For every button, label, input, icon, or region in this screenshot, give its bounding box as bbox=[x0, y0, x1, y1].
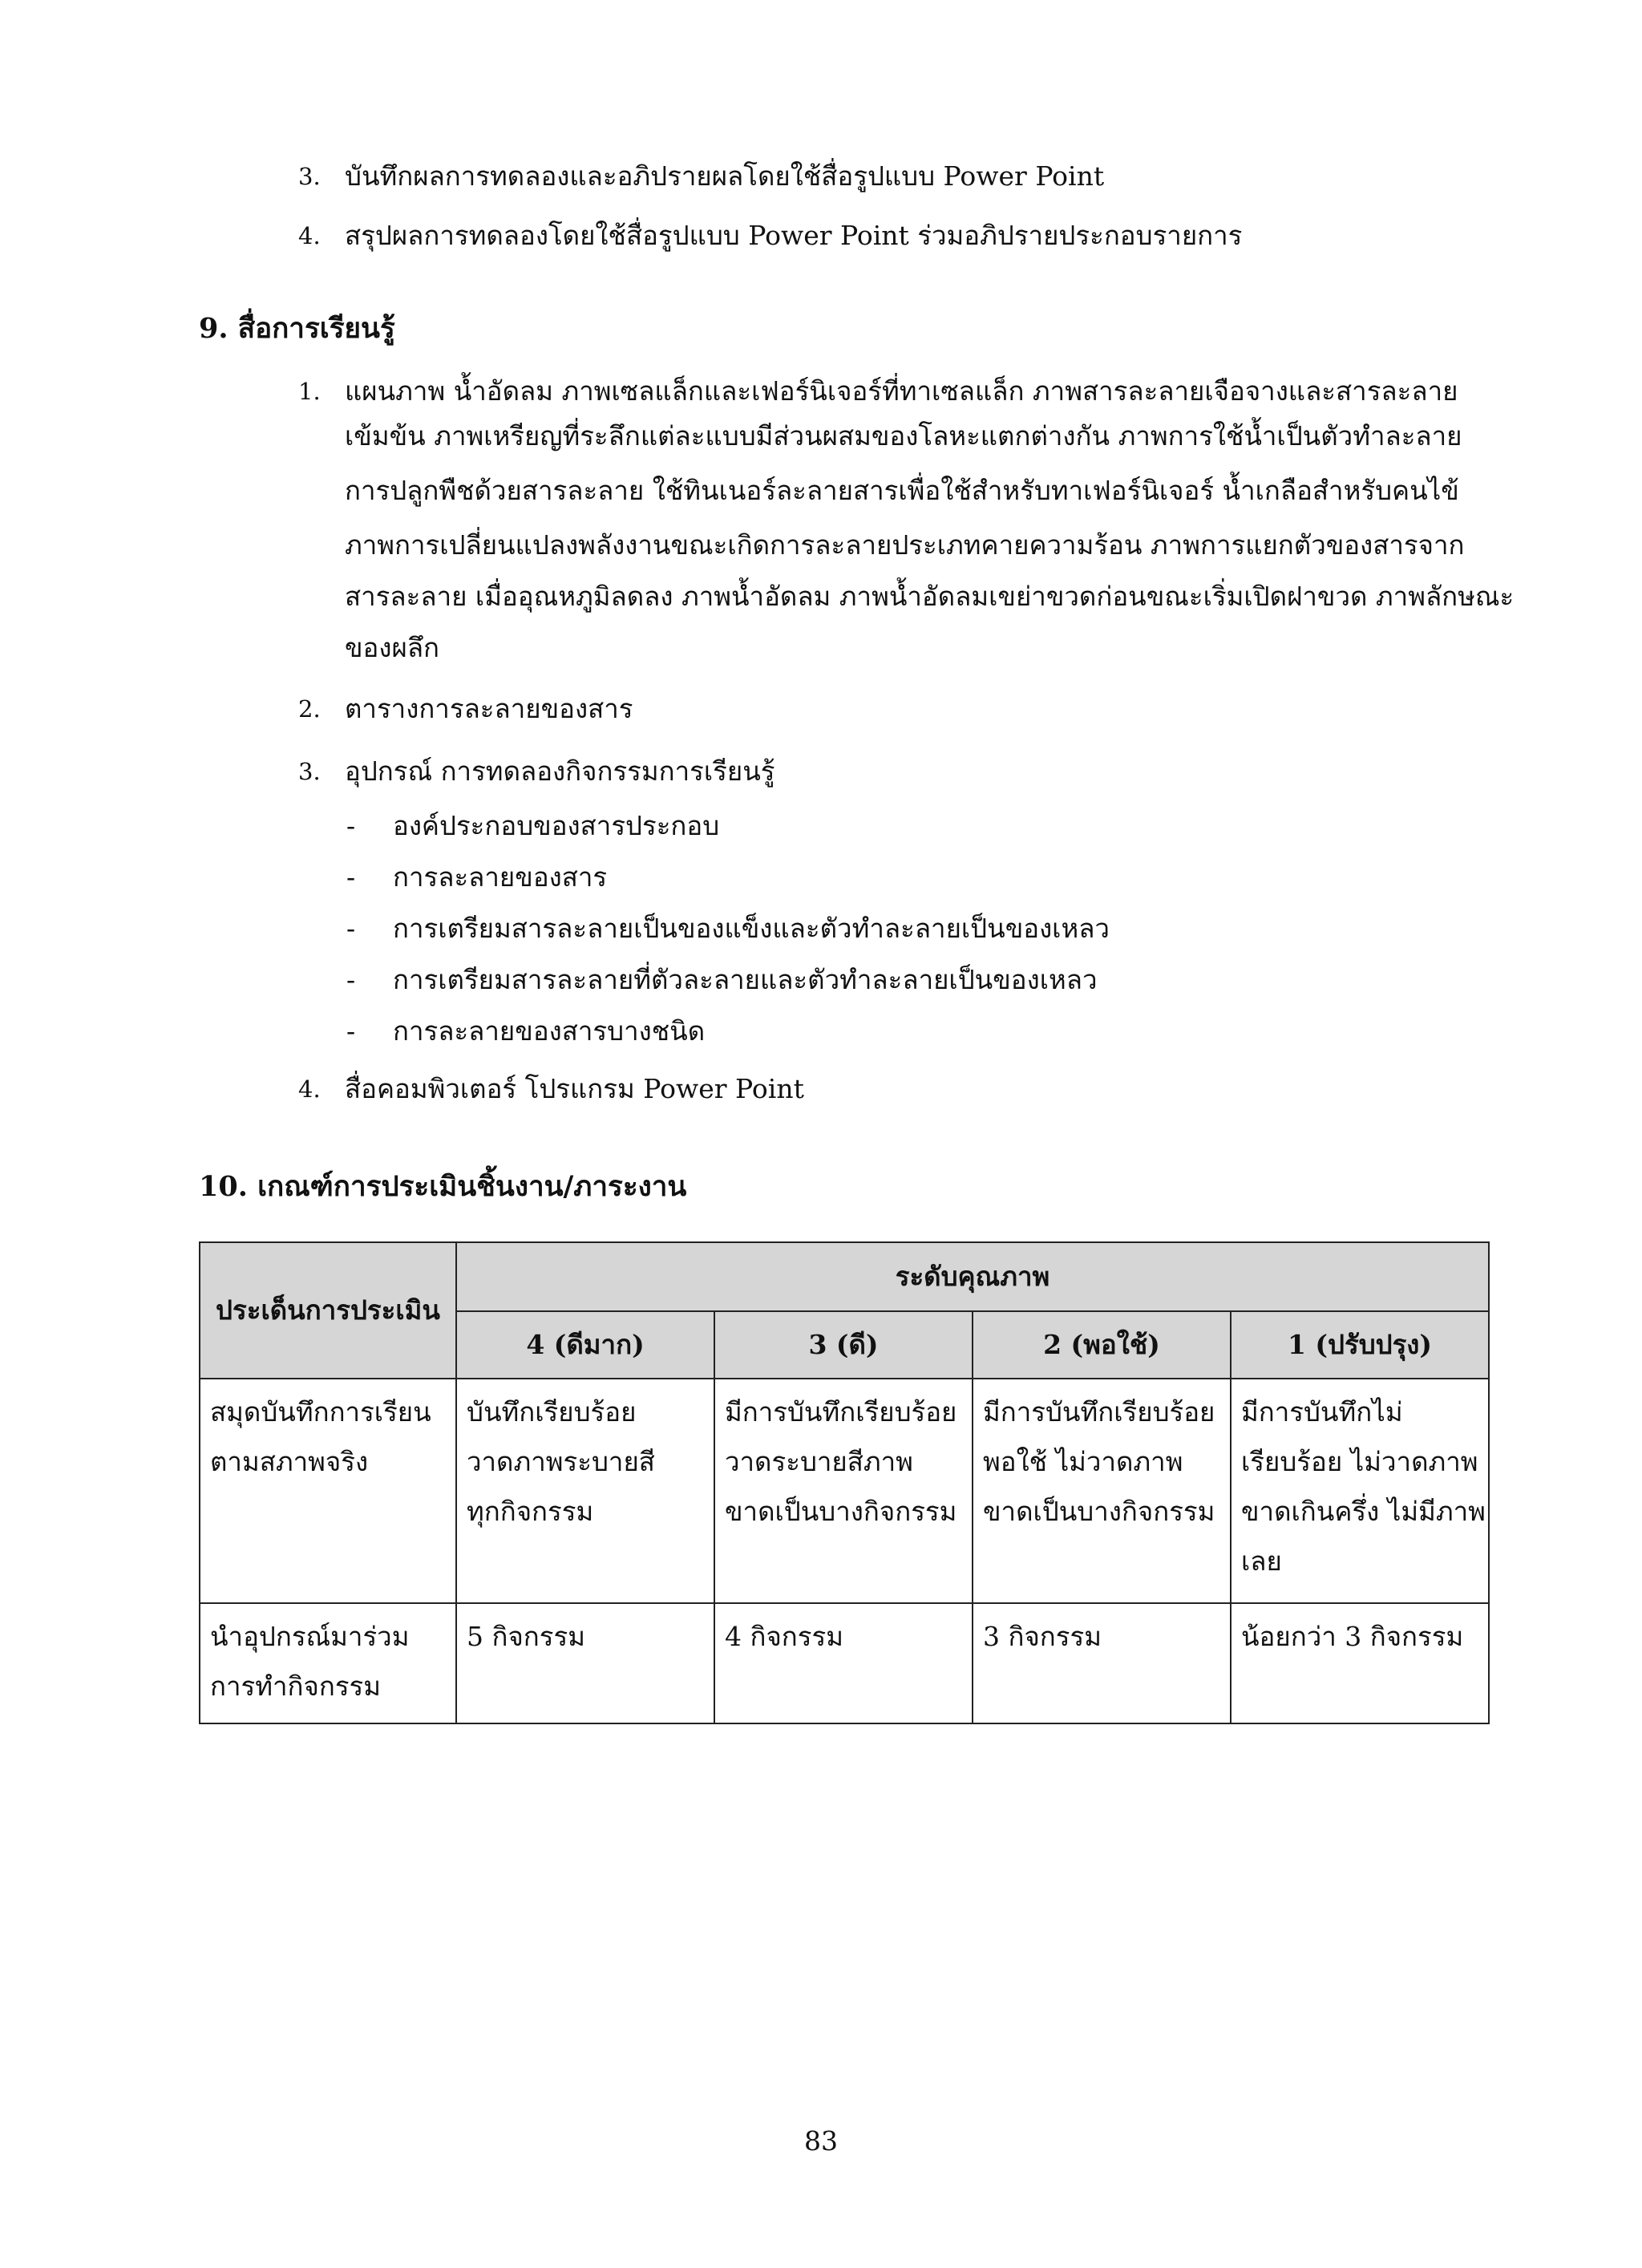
media-item-1-line-3: การปลูกพืชด้วยสารละลาย ใช้ทินเนอร์ละลายสารเพื่อใช้สำหรับทาเฟอร์นิเจอร์ น้ำเกลือสำหรับคนไข้ bbox=[345, 475, 1459, 506]
bullet-dash-4: - bbox=[346, 964, 356, 995]
media-item-1-number: 1. bbox=[298, 378, 321, 405]
bullet-dash-1: - bbox=[346, 810, 356, 841]
section-9-heading: 9. สื่อการเรียนรู้ bbox=[199, 312, 395, 345]
cell-text: ขาดเกินครึ่ง ไม่มีภาพ bbox=[1241, 1496, 1486, 1527]
media-item-1-line-5: สารละลาย เมื่ออุณหภูมิลดลง ภาพน้ำอัดลม ภาพน้ำอัดลมเขย่าขวดก่อนขณะเริ่มเปิดฝาขวด ภาพลักษณะ bbox=[345, 581, 1515, 612]
cell-text: 5 กิจกรรม bbox=[467, 1621, 585, 1652]
cell-text: เลย bbox=[1241, 1545, 1282, 1577]
level-4-cell bbox=[456, 1603, 714, 1723]
media-item-1-line-4: ภาพการเปลี่ยนแปลงพลังงานขณะเกิดการละลายประเภทคายความร้อน ภาพการแยกตัวของสารจาก bbox=[345, 529, 1465, 561]
cell-text: ขาดเป็นบางกิจกรรม bbox=[983, 1496, 1215, 1527]
section-10-heading: 10. เกณฑ์การประเมินชิ้นงาน/ภาระงาน bbox=[199, 1170, 687, 1203]
criterion-cell bbox=[200, 1603, 456, 1723]
media-item-4-text: สื่อคอมพิวเตอร์ โปรแกรม Power Point bbox=[345, 1073, 804, 1104]
media-item-3-number: 3. bbox=[298, 758, 321, 785]
equipment-bullet-2: การละลายของสาร bbox=[393, 861, 608, 893]
cell-text: ตามสภาพจริง bbox=[210, 1446, 369, 1477]
media-item-2-number: 2. bbox=[298, 695, 321, 723]
media-item-3-text: อุปกรณ์ การทดลองกิจกรรมการเรียนรู้ bbox=[345, 755, 775, 787]
level-1-cell bbox=[1231, 1379, 1489, 1603]
bullet-dash-2: - bbox=[346, 861, 356, 893]
cell-text: มีการบันทึกเรียบร้อย bbox=[983, 1396, 1215, 1428]
cell-text: วาดภาพระบายสี bbox=[467, 1446, 655, 1477]
equipment-bullet-3: การเตรียมสารละลายเป็นของแข็งและตัวทำละลายเป็นของเหลว bbox=[393, 913, 1110, 944]
level-4-header: 4 (ดีมาก) bbox=[456, 1311, 714, 1379]
level-2-header: 2 (พอใช้) bbox=[973, 1311, 1231, 1379]
page-number: 83 bbox=[804, 2125, 838, 2157]
level-1-header: 1 (ปรับปรุง) bbox=[1231, 1311, 1489, 1379]
cell-text: บันทึกเรียบร้อย bbox=[467, 1396, 637, 1428]
cell-text: พอใช้ ไม่วาดภาพ bbox=[983, 1446, 1183, 1477]
media-item-1-line-6: ของผลึก bbox=[345, 632, 440, 663]
media-item-4-number: 4. bbox=[298, 1075, 321, 1103]
level-3-header: 3 (ดี) bbox=[714, 1311, 973, 1379]
assessment-rubric-table bbox=[199, 1241, 1490, 1724]
criterion-cell bbox=[200, 1379, 456, 1603]
equipment-bullet-1: องค์ประกอบของสารประกอบ bbox=[393, 810, 720, 841]
media-item-1-line-2: เข้มข้น ภาพเหรียญที่ระลึกแต่ละแบบมีส่วนผสมของโลหะแตกต่างกัน ภาพการใช้น้ำเป็นตัวทำละลาย bbox=[345, 420, 1462, 452]
equipment-bullet-4: การเตรียมสารละลายที่ตัวละลายและตัวทำละลายเป็นของเหลว bbox=[393, 964, 1098, 995]
bullet-dash-3: - bbox=[346, 913, 356, 944]
cell-text: มีการบันทึกเรียบร้อย bbox=[725, 1396, 957, 1428]
media-item-2-text: ตารางการละลายของสาร bbox=[345, 693, 633, 724]
level-3-cell bbox=[714, 1603, 973, 1723]
intro-item-3-number: 3. bbox=[298, 163, 321, 190]
level-1-cell bbox=[1231, 1603, 1489, 1723]
level-3-cell bbox=[714, 1379, 973, 1603]
cell-text: น้อยกว่า 3 กิจกรรม bbox=[1241, 1621, 1464, 1652]
media-item-1-line-1: แผนภาพ น้ำอัดลม ภาพเซลแล็กและเฟอร์นิเจอร์ที่ทาเซลแล็ก ภาพสารละลายเจือจางและสารละลาย bbox=[345, 375, 1458, 407]
table-row bbox=[200, 1379, 1489, 1603]
criteria-header: ประเด็นการประเมิน bbox=[200, 1242, 456, 1379]
table-row bbox=[200, 1603, 1489, 1723]
cell-text: ขาดเป็นบางกิจกรรม bbox=[725, 1496, 957, 1527]
intro-item-4-number: 4. bbox=[298, 222, 321, 249]
level-2-cell bbox=[973, 1379, 1231, 1603]
cell-text: ทุกกิจกรรม bbox=[467, 1496, 594, 1527]
cell-text: มีการบันทึกไม่ bbox=[1241, 1396, 1403, 1428]
cell-text: วาดระบายสีภาพ bbox=[725, 1446, 913, 1477]
equipment-bullet-5: การละลายของสารบางชนิด bbox=[393, 1015, 706, 1047]
cell-text: นำอุปกรณ์มาร่วม bbox=[210, 1621, 410, 1652]
quality-level-header: ระดับคุณภาพ bbox=[456, 1242, 1489, 1311]
cell-text: การทำกิจกรรม bbox=[210, 1671, 382, 1702]
level-2-cell bbox=[973, 1603, 1231, 1723]
bullet-dash-5: - bbox=[346, 1015, 356, 1047]
cell-text: 3 กิจกรรม bbox=[983, 1621, 1102, 1652]
intro-item-3-text: บันทึกผลการทดลองและอภิปรายผลโดยใช้สื่อรูปแบบ Power Point bbox=[345, 160, 1105, 192]
cell-text: เรียบร้อย ไม่วาดภาพ bbox=[1241, 1446, 1478, 1477]
level-4-cell bbox=[456, 1379, 714, 1603]
cell-text: สมุดบันทึกการเรียน bbox=[210, 1396, 431, 1428]
cell-text: 4 กิจกรรม bbox=[725, 1621, 843, 1652]
intro-item-4-text: สรุปผลการทดลองโดยใช้สื่อรูปแบบ Power Point ร่วมอภิปรายประกอบรายการ bbox=[345, 220, 1243, 251]
